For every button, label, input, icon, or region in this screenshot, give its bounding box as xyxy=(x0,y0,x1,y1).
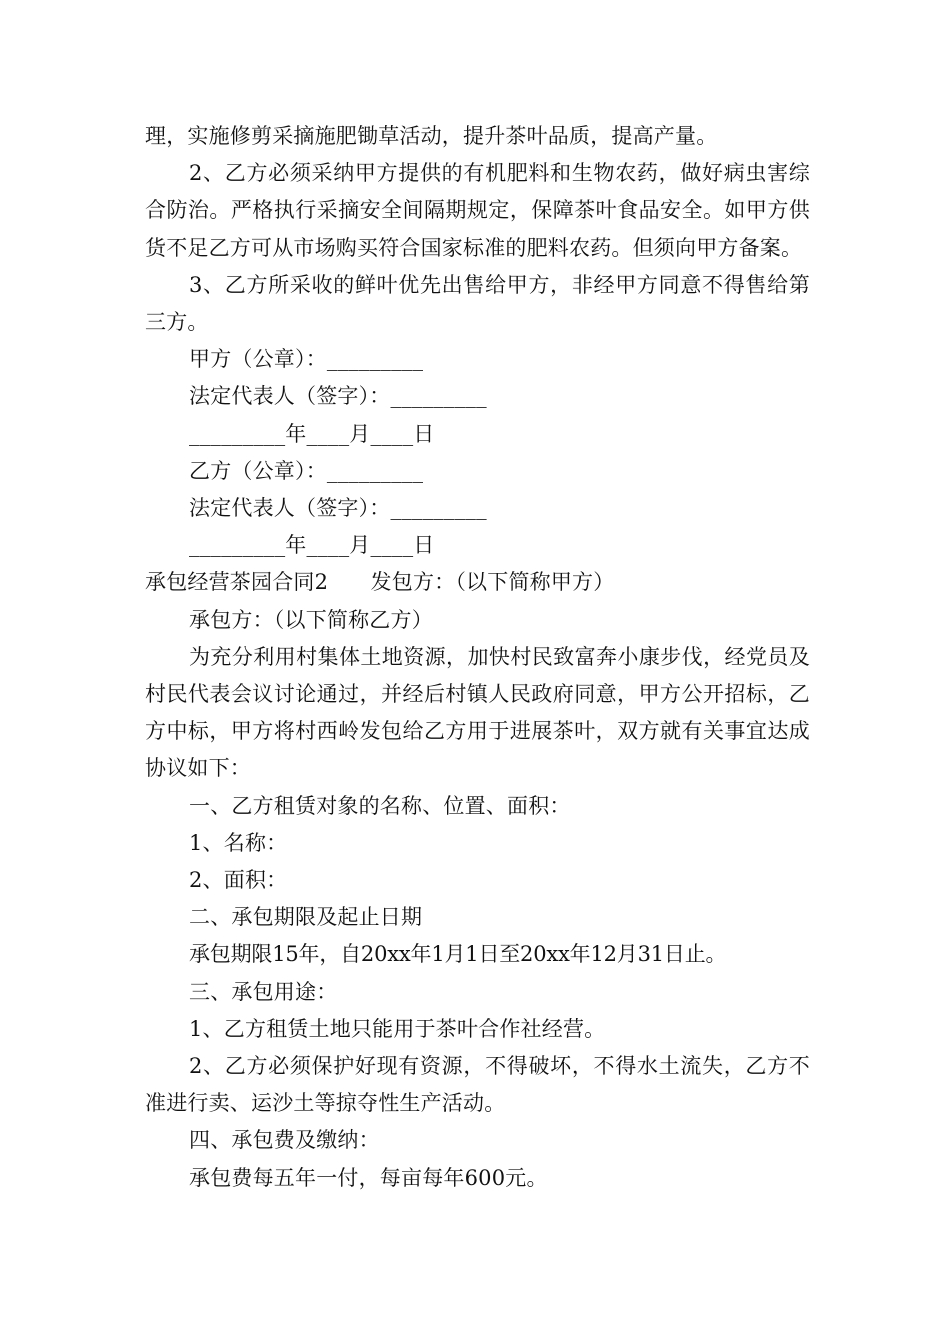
party-b-seal-line: 乙方（公章）：_________ xyxy=(189,458,424,483)
paragraph-item-2: 2、乙方必须采纳甲方提供的有机肥料和生物农药，做好病虫害综合防治。严格执行采摘安全间隔期规定，保障茶叶食品安全。如甲方供货不足乙方可从市场购买符合国家标准的肥料农药。但须向甲方备案。 xyxy=(145,161,810,260)
section-4-heading: 四、承包费及缴纳： xyxy=(189,1128,380,1153)
term-paragraph: 承包期限15年，自20xx年1月1日至20xx年12月31日止。 xyxy=(189,942,727,967)
party-a-representative-line: 法定代表人（签字）：_________ xyxy=(189,384,487,409)
contract-2-title-line: 承包经营茶园合同2 发包方：（以下简称甲方） xyxy=(145,570,615,595)
paragraph-continuation: 理，实施修剪采摘施肥锄草活动，提升茶叶品质，提高产量。 xyxy=(145,124,718,148)
section-1-name: 1、名称： xyxy=(189,830,288,855)
party-b-date-line: _________年____月____日 xyxy=(189,533,435,558)
section-3-heading: 三、承包用途： xyxy=(189,979,338,1004)
section-2-heading: 二、承包期限及起止日期 xyxy=(189,905,423,930)
party-a-seal-line: 甲方（公章）：_________ xyxy=(189,347,424,372)
document-body xyxy=(145,118,810,1197)
section-3-item-1: 1、乙方租赁土地只能用于茶叶合作社经营。 xyxy=(189,1016,606,1041)
section-3-item-2: 2、乙方必须保护好现有资源，不得破坏，不得水土流失，乙方不准进行卖、运沙土等掠夺性生产活动。 xyxy=(145,1054,810,1116)
party-a-date-line: _________年____月____日 xyxy=(189,421,435,446)
contractor-line: 承包方：（以下简称乙方） xyxy=(189,607,433,632)
paragraph-item-3: 3、乙方所采收的鲜叶优先出售给甲方，非经甲方同意不得售给第三方。 xyxy=(145,272,810,335)
section-1-heading: 一、乙方租赁对象的名称、位置、面积： xyxy=(189,793,571,818)
party-b-representative-line: 法定代表人（签字）：_________ xyxy=(189,496,487,521)
section-1-area: 2、面积： xyxy=(189,868,288,893)
fee-paragraph: 承包费每五年一付，每亩每年600元。 xyxy=(189,1165,548,1190)
preamble-paragraph: 为充分利用村集体土地资源，加快村民致富奔小康步伐，经党员及村民代表会议讨论通过，并经后村镇人民政府同意，甲方公开招标，乙方中标，甲方将村西岭发包给乙方用于进展茶叶，双方就有关事宜达成协议如下： xyxy=(145,644,810,781)
